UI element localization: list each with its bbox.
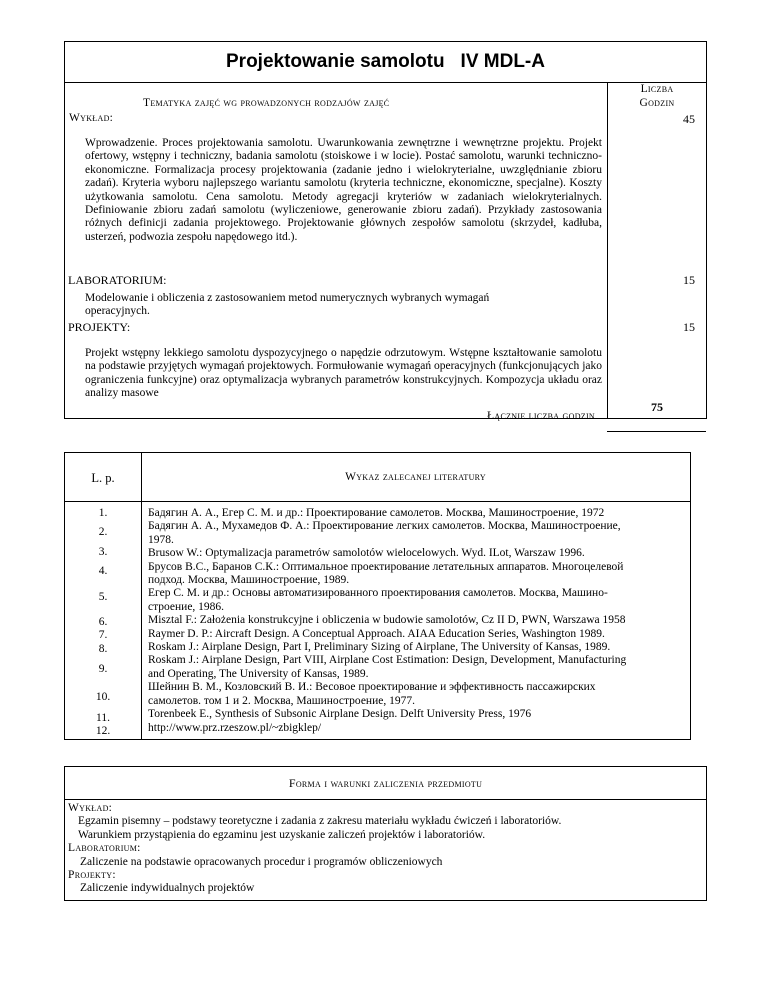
hours-header-line1: Liczba: [640, 83, 674, 95]
list-item: Шейнин В. М., Козловский В. И.: Весовое проектирование и эффективность пассажирских: [148, 681, 596, 694]
list-number: 10.: [95, 690, 111, 703]
list-item: подход. Москва, Машиностроение, 1989.: [148, 574, 350, 587]
list-number: 3.: [98, 545, 108, 558]
assessment-projects-label: Projekty:: [68, 869, 116, 882]
list-item: Misztal F.: Założenia konstrukcyjne i obliczenia w budowie samolotów, Cz II D, PWN, Warszawa 1958: [148, 614, 626, 627]
assessment-lecture-line1: Egzamin pisemny – podstawy teoretyczne i zadania z zakresu materiału wykładu ćwiczeń i laboratoriów.: [78, 815, 562, 828]
total-row-divider: [607, 431, 706, 432]
list-item: http://www.prz.rzeszow.pl/~zbigklep/: [148, 721, 322, 734]
list-number: 5.: [98, 590, 108, 603]
list-item: Брусов В.С., Баранов С.К.: Оптимальное проектирование летательных аппаратов. Многоцелевой: [148, 560, 624, 573]
topics-table: [64, 41, 707, 422]
number-column-divider: [141, 453, 142, 739]
list-number: 1.: [98, 507, 108, 519]
assessment-table: [64, 766, 707, 901]
list-number: 2.: [98, 526, 108, 539]
assessment-projects-text: Zaliczenie indywidualnych projektów: [80, 882, 255, 895]
projects-description: Projekt wstępny lekkiego samolotu dyspozycyjnego o napędzie odrzutowym. Wstępne kształtowanie samolotu na podstawie przyjętych wymagań projektowych. Formułowanie wymagań operacyjnych (funkcjonujących jako ograniczenia funkcyjne) oraz optymalizacja wybranych parametrów konstrukcyjnych. Kompozycja układu oraz analizy masowe: [85, 347, 602, 400]
total-label: Łącznie liczba godzin: [487, 410, 595, 422]
hours-header: [607, 82, 707, 110]
total-hours: 75: [651, 400, 663, 414]
list-item: Torenbeek E., Synthesis of Subsonic Airplane Design. Delft University Press, 1976: [148, 708, 532, 721]
lp-header: L. p.: [91, 471, 115, 485]
assessment-lab-text: Zaliczenie na podstawie opracowanych procedur i programów obliczeniowych: [80, 855, 443, 868]
list-item: Егер С. М. и др.: Основы автоматизированного проектирования самолетов. Москва, Машино-: [148, 587, 608, 600]
topics-header: Tematyka zajęć wg prowadzonych rodzajów zajęć: [143, 97, 390, 109]
list-item: 1978.: [148, 533, 174, 546]
list-item: самолетов. том 1 и 2. Москва, Машиностроение, 1977.: [148, 694, 415, 707]
laboratory-description: Modelowanie i obliczenia z zastosowaniem metod numerycznych wybranych wymagań operacyjnych.: [85, 292, 490, 318]
hours-header-line2: Godzin: [639, 97, 675, 109]
list-item: строение, 1986.: [148, 600, 225, 613]
projects-label: PROJEKTY:: [68, 320, 131, 334]
literature-numbers: [65, 507, 141, 739]
course-code: IV MDL-A: [460, 51, 545, 72]
assessment-title: Forma i warunki zaliczenia przedmiotu: [288, 776, 483, 790]
list-item: Бадягин А. А., Егер С. М. и др.: Проектирование самолетов. Москва, Машиностроение, 1972: [148, 507, 605, 519]
assessment-lab-label: Laboratorium:: [68, 842, 141, 855]
list-number: 4.: [98, 565, 108, 578]
list-number: 6.: [98, 616, 108, 629]
assessment-lecture-label: Wykład:: [68, 802, 113, 814]
list-item: Brusow W.: Optymalizacja parametrów samolotów wielocelowych. Wyd. ILot, Warszaw 1996.: [148, 547, 585, 560]
list-number: 9.: [98, 663, 108, 676]
list-number: 11.: [96, 712, 110, 725]
list-item: Бадягин А. А., Мухамедов Ф. А.: Проектирование легких самолетов. Москва, Машиностроение,: [148, 520, 621, 533]
lecture-label: Wykład:: [69, 112, 114, 124]
literature-header: Wykaz zalecanej literatury: [345, 471, 486, 483]
list-item: Roskam J.: Airplane Design, Part I, Preliminary Sizing of Airplane, The University of Kansas, 1989.: [148, 641, 611, 654]
literature-list: [148, 507, 688, 735]
list-number: 12.: [95, 725, 111, 738]
projects-hours: 15: [683, 320, 695, 334]
list-number: 8.: [98, 642, 108, 655]
list-item: Roskam J.: Airplane Design, Part VIII, Airplane Cost Estimation: Design, Development, Manufacturing: [148, 654, 627, 667]
laboratory-label: LABORATORIUM:: [68, 273, 167, 287]
literature-table: [64, 452, 691, 740]
list-item: Raymer D. P.: Aircraft Design. A Conceptual Approach. AIAA Education Series, Washington 1989.: [148, 627, 605, 640]
lecture-hours: 45: [683, 112, 695, 126]
laboratory-hours: 15: [683, 273, 695, 287]
lecture-description: Wprowadzenie. Proces projektowania samolotu. Uwarunkowania zewnętrzne i wewnętrzne projektu. Projekt ofertowy, wstępny i techniczny, badania samolotu (stoiskowe i w locie). Postać samolotu, warunki techniczno-ekonomiczne. Formalizacja procesy projektowania (zadanie jedno i wielokryterialne, uwzględnianie zbioru zadań). Kryteria wyboru najlepszego wariantu samolotu (kryteria techniczne, ekonomiczne, specjalne). Koszty użytkowania samolotu. Cena samolotu. Metody agregacji kryteriów w zadaniach wielokryterialnych. Definiowanie zbioru zadań samolotu (wyliczeniowe, generowanie zbioru zadań). Przykłady zastosowania różnych definicji zadania projektowego. Projektowanie głównych zespołów samolotu (skrzydeł, kadłuba, usterzeń, podwozia zespołu napędowego itd.).: [85, 137, 602, 243]
list-item: and Operating, The University of Kansas, 1989.: [148, 667, 369, 680]
assessment-lecture-line2: Warunkiem przystąpienia do egzaminu jest uzyskanie zaliczeń projektów i laboratoriów.: [78, 828, 486, 841]
hours-column-divider: [607, 82, 608, 418]
list-number: 7.: [98, 629, 108, 642]
course-title: [65, 42, 706, 83]
course-name: Projektowanie samolotu: [226, 51, 445, 72]
assessment-content: [68, 802, 703, 896]
